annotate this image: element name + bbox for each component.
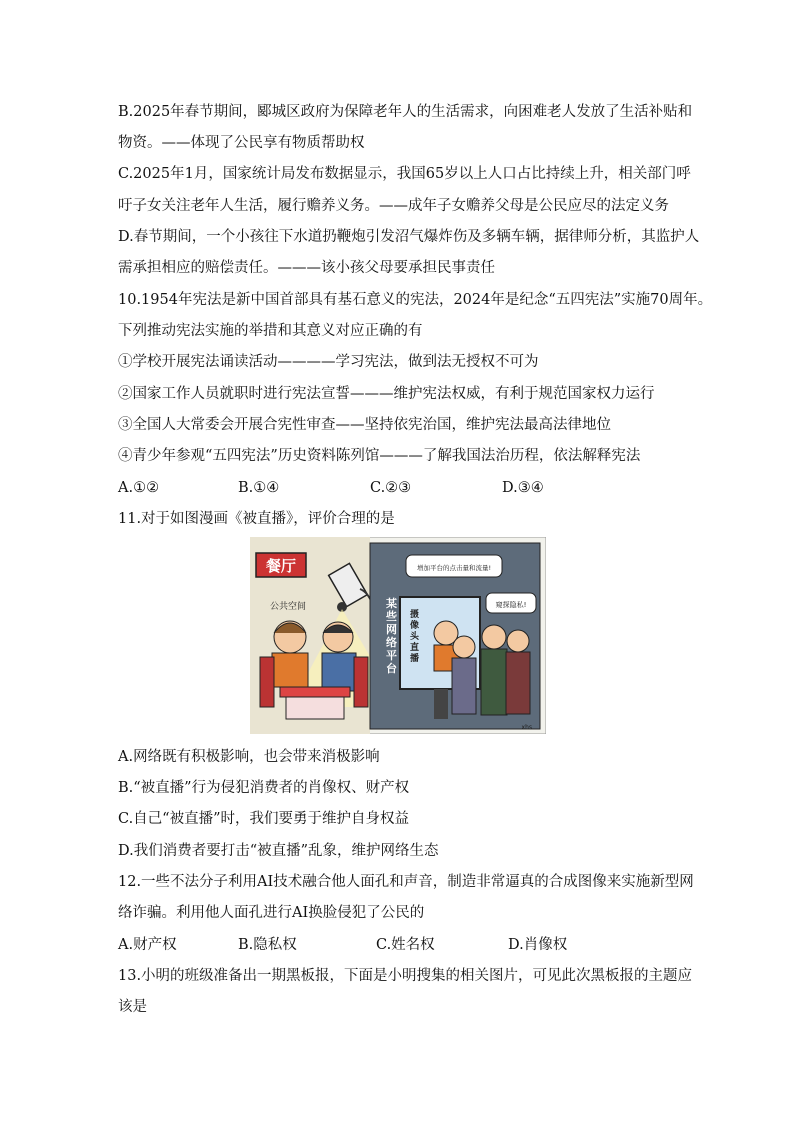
question-10-statement-2: ②国家工作人员就职时进行宪法宣誓———维护宪法权威，有利于规范国家权力运行 [118, 386, 655, 402]
question-11-option-a[interactable]: A.网络既有积极影响，也会带来消极影响 [118, 749, 380, 765]
comic-signature: xhs [521, 724, 532, 731]
question-11-option-d[interactable]: D.我们消费者要打击“被直播”乱象，维护网络生态 [118, 843, 439, 859]
question-11-stem: 11.对于如图漫画《被直播》，评价合理的是 [118, 511, 395, 527]
q10-option-b[interactable]: B.①④ [238, 480, 280, 496]
q12-option-d[interactable]: D.肖像权 [508, 937, 568, 953]
question-12-stem: 12.一些不法分子利用AI技术融合他人面孔和声音，制造非常逼真的合成图像来实施新型网 [118, 874, 694, 890]
q10-option-c[interactable]: C.②③ [370, 480, 412, 496]
comic-image [250, 537, 546, 734]
line-b9-2: 物资。——体现了公民享有物质帮助权 [118, 135, 365, 151]
q12-option-a[interactable]: A.财产权 [118, 937, 177, 953]
comic-bubble-1: 增加平台的点击量和流量! [416, 564, 492, 572]
question-10-statement-3: ③全国人大常委会开展合宪性审查——坚持依宪治国，维护宪法最高法律地位 [118, 417, 611, 433]
line-d9-2: 需承担相应的赔偿责任。———该小孩父母要承担民事责任 [118, 260, 495, 276]
line-b9-1: B.2025年春节期间，郾城区政府为保障老年人的生活需求，向困难老人发放了生活补贴和 [118, 104, 693, 120]
comic-live-label: 摄像头直播 [410, 610, 420, 664]
line-d9-1: D.春节期间，一个小孩往下水道扔鞭炮引发沼气爆炸伤及多辆车辆，据律师分析，其监护人 [118, 229, 700, 245]
comic-sign-text: 餐厅 [265, 557, 297, 575]
comic-bubble-2: 窥探隐私! [495, 601, 527, 609]
q12-option-c[interactable]: C.姓名权 [376, 937, 435, 953]
q12-option-b[interactable]: B.隐私权 [238, 937, 297, 953]
comic-public-space: 公共空间 [269, 602, 307, 612]
question-11-option-b[interactable]: B.“被直播”行为侵犯消费者的肖像权、财产权 [118, 780, 410, 796]
question-10-stem: 10.1954年宪法是新中国首部具有基石意义的宪法，2024年是纪念“五四宪法”实施70周年。 [118, 292, 713, 308]
q10-option-a[interactable]: A.①② [118, 480, 160, 496]
question-13-stem: 13.小明的班级准备出一期黑板报，下面是小明搜集的相关图片，可见此次黑板报的主题应 [118, 968, 693, 984]
question-11-option-c[interactable]: C.自己“被直播”时，我们要勇于维护自身权益 [118, 811, 410, 827]
line-c9-1: C.2025年1月，国家统计局发布数据显示，我国65岁以上人口占比持续上升，相关部门呼 [118, 166, 691, 182]
q10-option-d[interactable]: D.③④ [502, 480, 544, 496]
comic-platform-label: 某些网络平台 [386, 597, 397, 675]
question-10-statement-1: ①学校开展宪法诵读活动————学习宪法，做到法无授权不可为 [118, 354, 539, 370]
question-10-statement-4: ④青少年参观“五四宪法”历史资料陈列馆———了解我国法治历程，依法解释宪法 [118, 448, 641, 464]
line-c9-2: 吁子女关注老年人生活，履行赡养义务。——成年子女赡养父母是公民应尽的法定义务 [118, 198, 669, 214]
question-12-stem-2: 络诈骗。利用他人面孔进行AI换脸侵犯了公民的 [118, 905, 425, 921]
question-10-stem-2: 下列推动宪法实施的举措和其意义对应正确的有 [118, 323, 423, 339]
question-13-stem-2: 该是 [118, 999, 147, 1015]
